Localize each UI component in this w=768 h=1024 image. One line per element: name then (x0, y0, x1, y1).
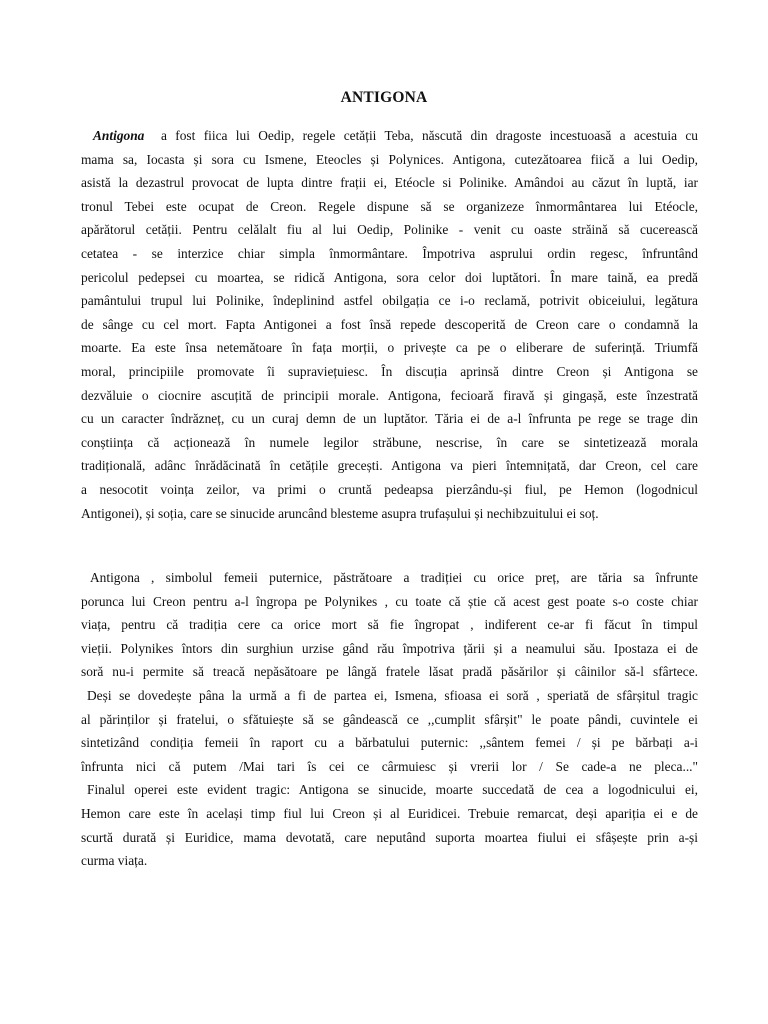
text-line (81, 124, 698, 148)
text-line: Finalul operei este evident tragic: Antigona se sinucide, moarte succedată de cea a logodnicului ei, (87, 782, 698, 798)
text-line: sintetizând condiția femeii în raport cu a bărbatului puternic: ,,sântem femei / și pe bărbați a-i (81, 735, 698, 751)
text-line: mama sa, Iocasta și sora cu Ismene, Eteocles și Polynices. Antigona, cutezătoarea fiică a lui Oedip, (81, 151, 698, 167)
text-line: al părinților și fratelui, o sfătuiește să se gândească ce ,,cumplit sfârșit" le poate pândi, cuvintele ei (81, 711, 698, 727)
text-line: tradițională, adânc înrădăcinată în cetățile grecești. Antigona va pieri întemnițată, dar Creon, cel care (81, 458, 698, 474)
text-line: Antigona , simbolul femeii puternice, păstrătoare a tradiției cu orice preț, are tăria sa înfrunte (90, 570, 698, 585)
text-line: înfrunta nici că putem /Mai tari îs cei ce cârmuiesc și vrerii lor / Se cade-a ne pleca..." (81, 758, 698, 774)
lead-word: Antigona (93, 128, 145, 143)
text-line: vieții. Polynikes întors din surghiun urzise gând rău împotriva țării și a neamului său. Ipostaza ei de (81, 640, 698, 656)
text-line: apărătorul cetății. Pentru celălalt fiu al lui Oedip, Polinike - venit cu oaste străină să cucerească (81, 222, 698, 238)
text-line-content: a fost fiica lui Oedip, regele cetății Teba, născută din dragoste incestuoasă a acestuia cu (144, 128, 698, 143)
text-line: porunca lui Creon pentru a-l îngropa pe Polynikes , cu toate că știe că acest gest poate s-o coste chiar (81, 593, 698, 609)
text-line: Deși se dovedește pâna la urmă a fi de partea ei, Ismena, sfioasa ei soră , speriată de sfârșitul tragic (87, 687, 698, 703)
text-line: Hemon care este în același timp fiul lui Creon și al Euridicei. Trebuie remarcat, deși apariția ei e de (81, 805, 698, 821)
document-title: ANTIGONA (340, 89, 428, 106)
text-line: curma viața. (81, 853, 148, 869)
text-line: moral, principiile promovate îi supraviețuiesc. În discuția aprinsă dintre Creon și Antigona se (81, 363, 698, 379)
text-line: soră nu-i permite să treacă nepăsătoare pe lângă fratele lăsat pradă păsărilor și câinilor să-l sfârtece. (81, 664, 698, 680)
text-line: asistă la dezastrul provocat de lupta dintre frații ei, Etéocle si Polinike. Amândoi au căzut în luptă, iar (81, 175, 698, 191)
text-line: tronul Tebei este ocupat de Creon. Regele dispune să se organizeze înmormântarea lui Etéocle, (81, 198, 698, 214)
text-line: conștiința că acționează în numele legilor străbune, nescrise, în care se sintetizează morala (81, 434, 698, 450)
paragraph-1 (81, 124, 698, 525)
text-line: scurtă durată și Euridice, mama devotată, care neputând suporta moartea fiului ei sfâșește prin a-și (81, 829, 698, 845)
text-line: dezvăluie o ciocnire ascuțită de principii morale. Antigona, fecioară firavă și gingașă, este înzestrată (81, 387, 698, 403)
paragraph-2 (81, 566, 698, 873)
text-line: cetatea - se interzice chiar simpla înmormântare. Împotriva asprului ordin regesc, înfruntând (81, 245, 698, 261)
text-line: de sânge cu cel mort. Fapta Antigonei a fost însă repede descoperită de Creon care o condamnă la (81, 316, 698, 332)
text-line: cu un caracter îndrăzneț, cu un curaj demn de un luptător. Tăria ei de a-l înfrunta pe rege se trage din (81, 411, 698, 427)
text-line: pericolul pedepsei cu moartea, se ridică Antigona, sora celor doi luptători. În mare taină, ea predă (81, 269, 698, 285)
text-line: viața, pentru că tradiția cere ca orice mort să fie îngropat , indiferent ce-ar fi făcut în timpul (81, 617, 698, 633)
text-line: moarte. Ea este însa netemătoare în fața morții, o privește ca pe o eliberare de suferință. Triumfă (81, 340, 698, 356)
text-line: pamântului trupul lui Polinike, îndeplinind astfel obilgația ce i-o reclamă, potrivit obiceiului, legătura (81, 293, 698, 309)
text-line: Antigonei), și soția, care se sinucide aruncând blesteme asupra trufașului și nechibzuitului ei soț. (81, 505, 599, 521)
text-line: a nesocotit voința zeilor, va primi o cruntă pedeapsa pierzându-și fiul, pe Hemon (logodnicul (81, 481, 698, 497)
